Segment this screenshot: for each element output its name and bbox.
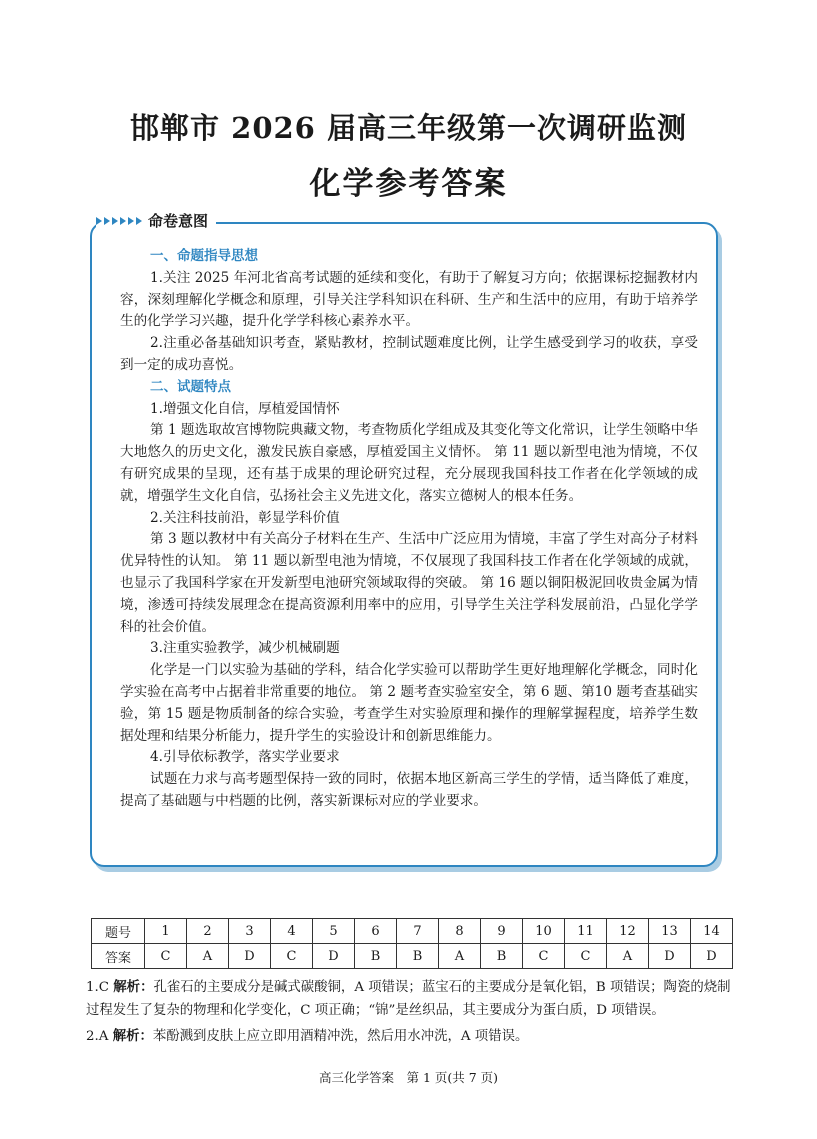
answer-row — [92, 944, 733, 969]
question-number-row — [92, 919, 733, 944]
question-number: 13 — [649, 919, 691, 944]
feature-heading-3: 3.注重实验教学，减少机械刷题 — [150, 640, 340, 657]
question-number: 7 — [397, 919, 439, 944]
answer-cell: B — [355, 944, 397, 969]
answer-cell: D — [229, 944, 271, 969]
solution-label: 解析： — [112, 1029, 153, 1044]
section1-paragraph-1: 1.关注 2025 年河北省高考试题的延续和变化，有助于了解复习方向；依据课标挖掘教材内容，深刻理解化学概念和原理，引导关注学科知识在科研、生产和生活中的应用，有助于培养学生的化学学习兴趣，提升化学学科核心素养水平。 — [120, 269, 698, 330]
answer-cell: A — [607, 944, 649, 969]
feature-text-2: 第 3 题以教材中有关高分子材料在生产、生活中广泛应用为情境，丰富了学生对高分子材料优异特性的认知。 第 11 题以新型电池为情境，不仅展现了我国科技工作者在化学领域的成就，也显示了我国科学家在开发新型电池研究领域取得的突破。 第 16 题以铜阳极泥回收贵金属为情境，渗透可持续发展理念在提高资源利用率中的应用，引导学生关注学科发展前沿，凸显化学学科的社会价值。 — [120, 531, 698, 635]
answer-cell: C — [523, 944, 565, 969]
answer-table — [91, 918, 733, 969]
answer-cell: A — [187, 944, 229, 969]
intent-label: 命卷意图 — [148, 212, 209, 230]
feature-heading-1: 1.增强文化自信，厚植爱国情怀 — [150, 400, 340, 417]
question-number: 12 — [607, 919, 649, 944]
question-number: 5 — [313, 919, 355, 944]
question-number: 11 — [565, 919, 607, 944]
question-number: 9 — [481, 919, 523, 944]
answer-cell: D — [691, 944, 733, 969]
solution-text: 苯酚溅到皮肤上应立即用酒精冲洗，然后用水冲洗，A 项错误。 — [152, 1029, 529, 1044]
feature-text-4: 试题在力求与高考题型保持一致的同时，依据本地区新高三学生的学情，适当降低了难度，提高了基础题与中档题的比例，落实新课标对应的学业要求。 — [120, 771, 698, 809]
solution-label: 解析： — [113, 980, 154, 995]
question-number: 4 — [271, 919, 313, 944]
feature-text-3: 化学是一门以实验为基础的学科，结合化学实验可以帮助学生更好地理解化学概念，同时化学实验在高考中占据着非常重要的地位。 第 2 题考查实验室安全，第 6 题、第10 题考查基础实验，第 15 题是物质制备的综合实验，考查学生对实验原理和操作的理解掌握程度，培养学生数据处理和结果分析能力，提升学生的实验设计和创新思维能力。 — [120, 662, 698, 744]
feature-text-1: 第 1 题选取故宫博物院典藏文物，考查物质化学组成及其变化等文化常识，让学生领略中华大地悠久的历史文化，激发民族自豪感，厚植爱国主义情怀。 第 11 题以新型电池为情境，不仅有研究成果的呈现，还有基于成果的理论研究过程，充分展现我国科技工作者在化学领域的成就，增强学生文化自信，弘扬社会主义先进文化，落实立德树人的根本任务。 — [120, 422, 698, 504]
question-number: 6 — [355, 919, 397, 944]
row-label-answer: 答案 — [92, 944, 145, 969]
answer-cell: A — [439, 944, 481, 969]
solution-number: 2.A — [86, 1029, 109, 1044]
row-label-number: 题号 — [92, 919, 145, 944]
intent-header — [96, 210, 216, 231]
solution-1 — [86, 976, 736, 1022]
page-footer: 高三化学答案 第 1 页(共 7 页) — [318, 1070, 499, 1085]
section1-paragraph-2: 2.注重必备基础知识考查，紧贴教材，控制试题难度比例，让学生感受到学习的收获，享受到一定的成功喜悦。 — [120, 335, 698, 373]
feature-heading-2: 2.关注科技前沿，彰显学科价值 — [150, 509, 340, 526]
question-number: 14 — [691, 919, 733, 944]
arrows-icon — [96, 217, 142, 225]
solution-2 — [86, 1025, 736, 1048]
answer-cell: D — [313, 944, 355, 969]
question-number: 1 — [145, 919, 187, 944]
intent-content — [120, 246, 698, 813]
answer-cell: C — [271, 944, 313, 969]
answer-cell: C — [145, 944, 187, 969]
question-number: 2 — [187, 919, 229, 944]
section-heading-2: 二、试题特点 — [150, 378, 231, 395]
section-heading-1: 一、命题指导思想 — [150, 248, 258, 264]
feature-heading-4: 4.引导依标教学，落实学业要求 — [150, 749, 340, 766]
document-title: 邯郸市 2026 届高三年级第一次调研监测 — [130, 111, 687, 145]
answer-cell: B — [397, 944, 439, 969]
question-number: 3 — [229, 919, 271, 944]
solution-number: 1.C — [86, 980, 110, 995]
document-subtitle: 化学参考答案 — [309, 166, 508, 202]
answer-cell: B — [481, 944, 523, 969]
answer-cell: C — [565, 944, 607, 969]
question-number: 8 — [439, 919, 481, 944]
solution-text: 孔雀石的主要成分是碱式碳酸铜，A 项错误；蓝宝石的主要成分是氧化铝，B 项错误；陶瓷的烧制过程发生了复杂的物理和化学变化，C 项正确；“锦”是丝织品，其主要成分为蛋白质，D 项错误。 — [86, 980, 731, 1018]
question-number: 10 — [523, 919, 565, 944]
answer-cell: D — [649, 944, 691, 969]
